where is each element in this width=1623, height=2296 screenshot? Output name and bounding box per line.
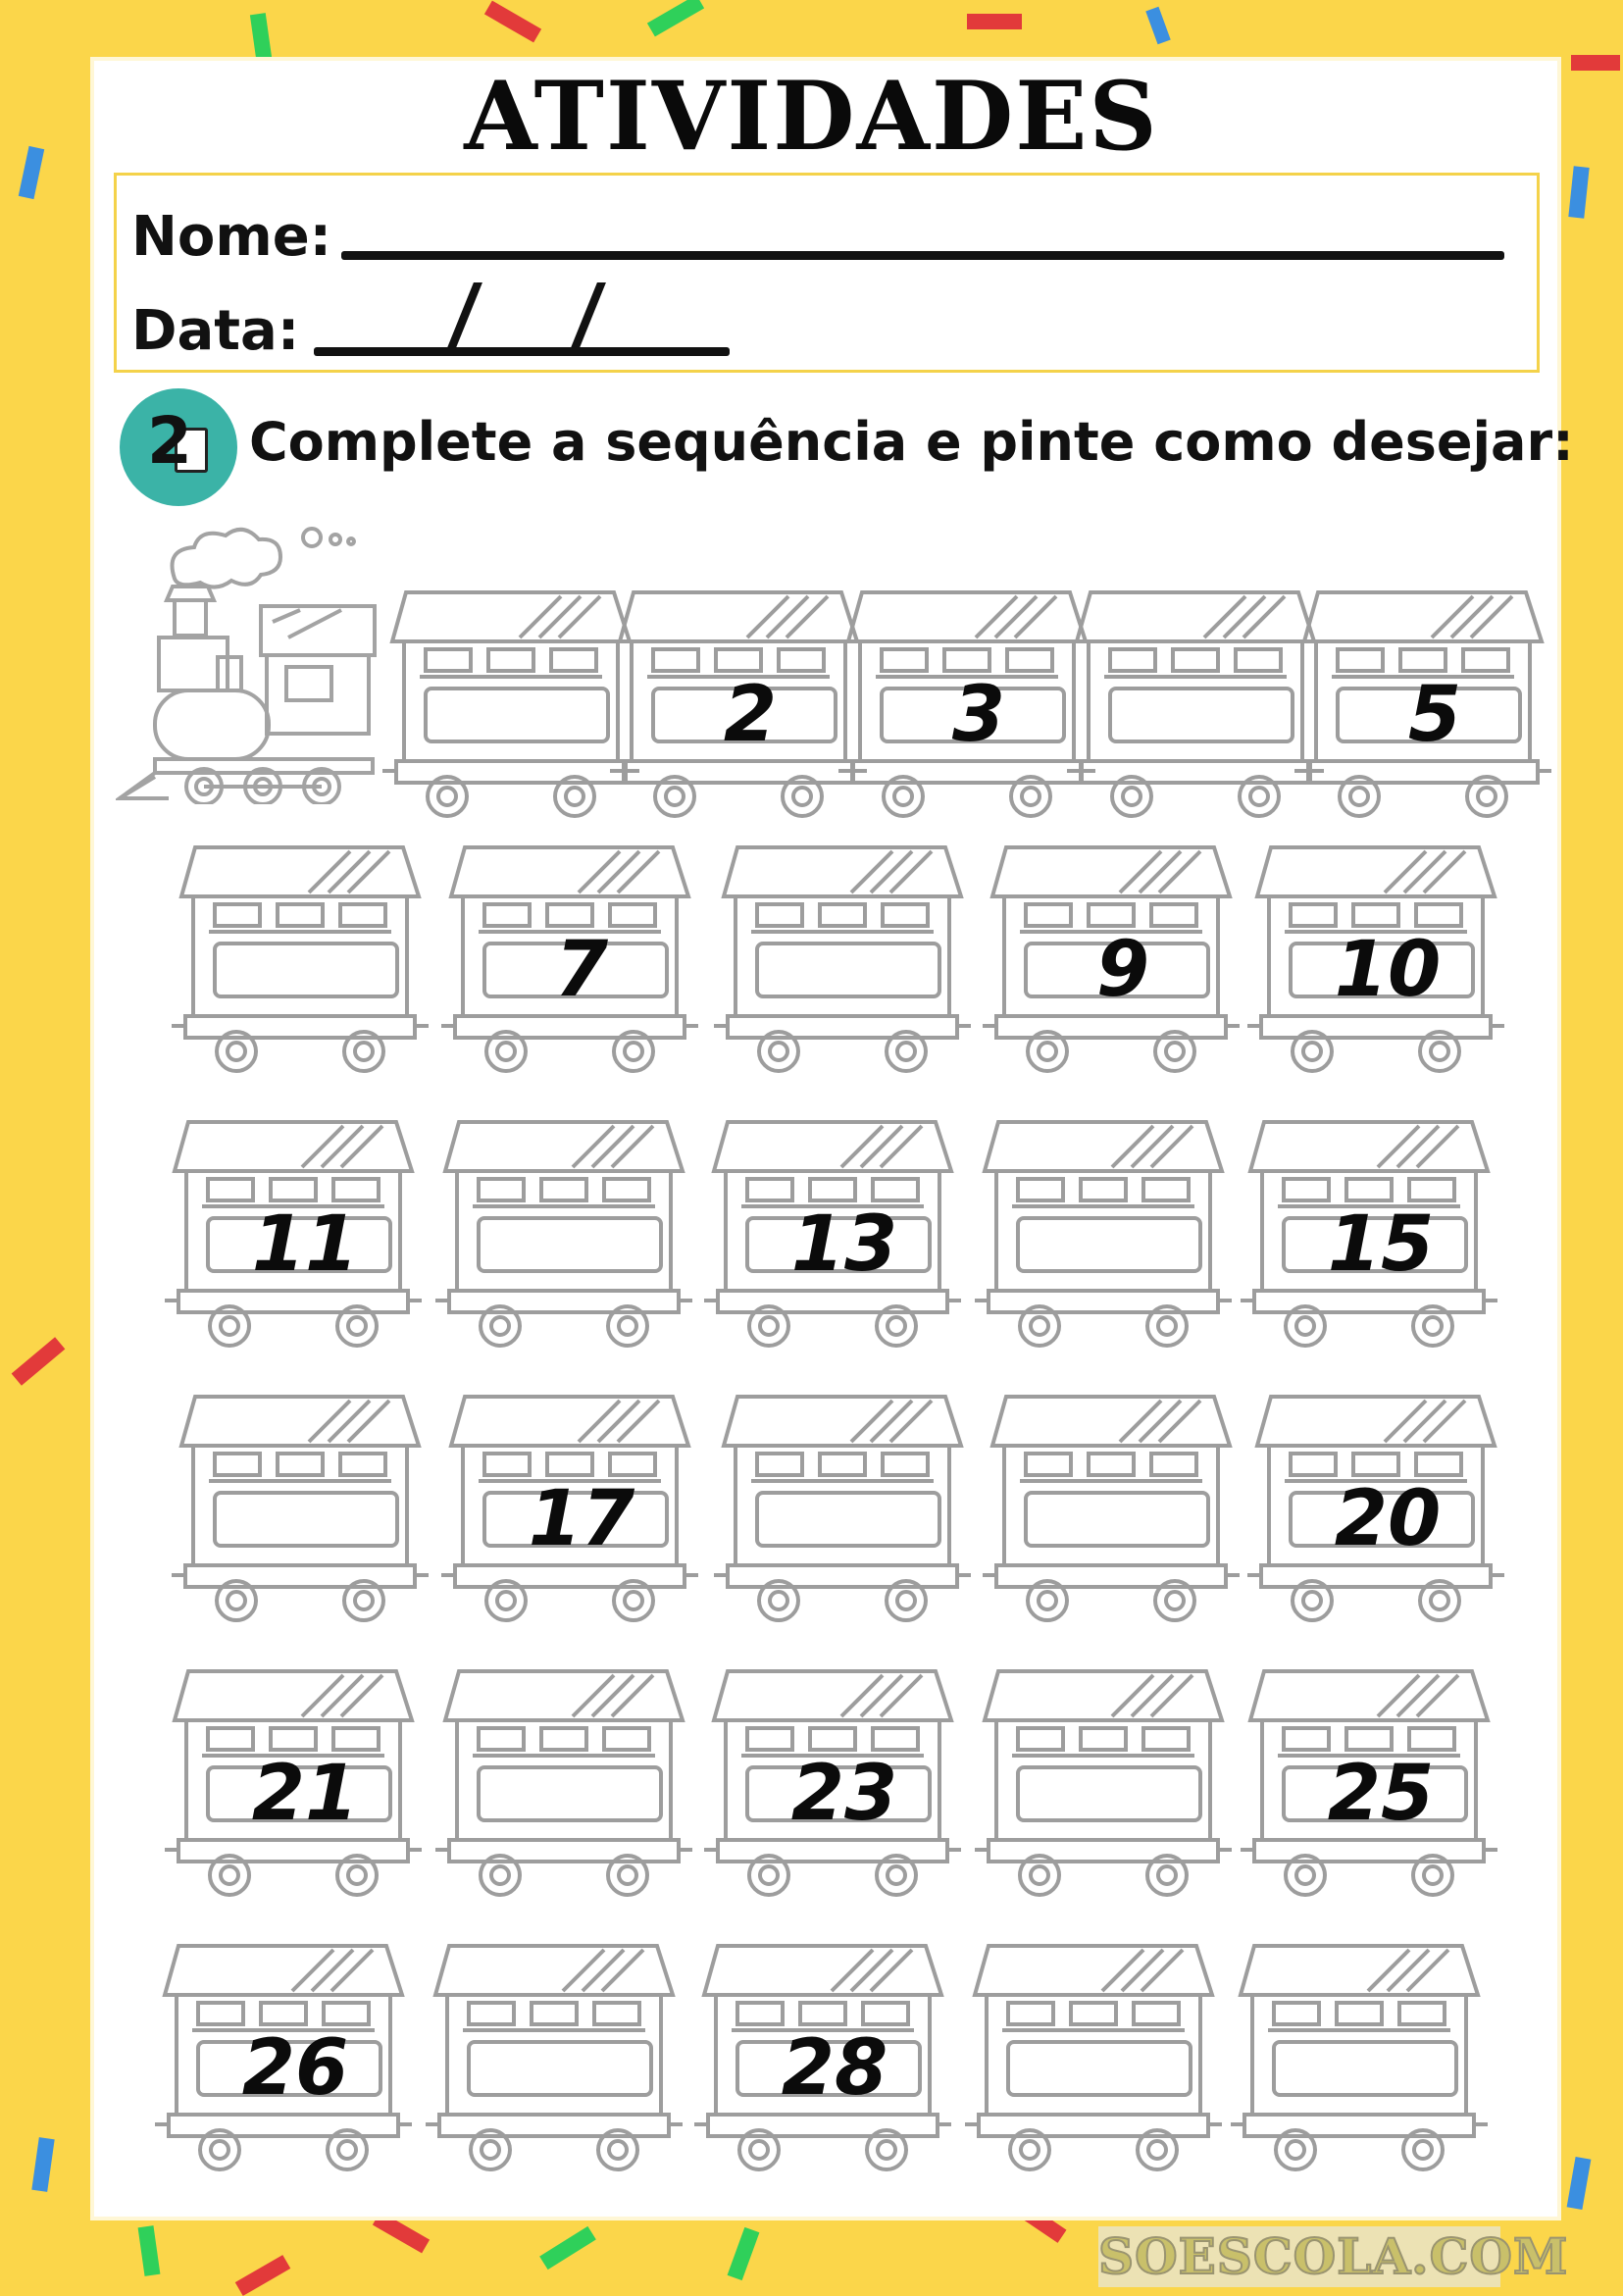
confetti-piece: [728, 2227, 760, 2280]
wagon-number-blank[interactable]: [753, 1477, 955, 1561]
wagon-number-blank[interactable]: [1014, 1752, 1216, 1836]
wagon-number-blank[interactable]: [1022, 1477, 1224, 1561]
train-wagon: [441, 843, 698, 1075]
exercise-number: 2: [147, 403, 192, 479]
train-wagon[interactable]: [975, 1667, 1232, 1899]
wagon-number: 3: [951, 671, 1006, 759]
confetti-piece: [1567, 2157, 1592, 2210]
confetti-piece: [138, 2225, 161, 2276]
train-wagon[interactable]: [965, 1942, 1222, 2173]
confetti-piece: [967, 14, 1022, 29]
train-wagon: [1247, 1393, 1504, 1624]
wagon-number: 9: [1095, 926, 1150, 1014]
soescola-logo: SOESCOLA.COM: [1098, 2227, 1569, 2285]
locomotive-drawing: [116, 520, 390, 804]
confetti-piece: [484, 1, 541, 43]
confetti-piece: [539, 2226, 596, 2270]
train-wagon: [610, 588, 867, 820]
train-wagon[interactable]: [714, 1393, 971, 1624]
train-wagon[interactable]: [382, 588, 639, 820]
wagon-number: 7: [554, 926, 609, 1014]
train-wagon[interactable]: [172, 843, 429, 1075]
wagon-number-blank[interactable]: [1004, 2026, 1206, 2111]
wagon-number: 25: [1327, 1750, 1435, 1838]
train-wagon: [694, 1942, 951, 2173]
train-wagon: [1241, 1667, 1497, 1899]
train-wagon[interactable]: [975, 1118, 1232, 1350]
wagon-number-blank[interactable]: [1270, 2026, 1472, 2111]
train-wagon: [155, 1942, 412, 2173]
wagon-number: 15: [1327, 1200, 1435, 1289]
train-wagon: [1241, 1118, 1497, 1350]
wagon-number: 17: [528, 1475, 635, 1563]
wagon-number: 2: [723, 671, 778, 759]
wagon-number: 11: [251, 1200, 359, 1289]
train-wagon: [1247, 843, 1504, 1075]
train-wagon[interactable]: [435, 1118, 692, 1350]
wagon-number: 23: [790, 1750, 898, 1838]
date-label: Data:: [131, 299, 300, 363]
name-line[interactable]: [341, 251, 1504, 260]
wagon-number-blank[interactable]: [1014, 1202, 1216, 1287]
wagon-number-blank[interactable]: [211, 928, 413, 1012]
confetti-piece: [31, 2137, 54, 2192]
page-title: ATIVIDADES: [464, 61, 1159, 172]
train-wagon[interactable]: [714, 843, 971, 1075]
train-wagon[interactable]: [1231, 1942, 1488, 2173]
wagon-number-blank[interactable]: [1106, 673, 1308, 757]
train-wagon: [441, 1393, 698, 1624]
confetti-piece: [1568, 166, 1589, 218]
train-wagon: [1294, 588, 1551, 820]
train-wagon[interactable]: [1067, 588, 1324, 820]
confetti-piece: [250, 13, 272, 60]
wagon-number-blank[interactable]: [211, 1477, 413, 1561]
confetti-piece: [12, 1337, 66, 1386]
train-wagon[interactable]: [983, 1393, 1240, 1624]
wagon-number: 5: [1407, 671, 1462, 759]
train-wagon[interactable]: [172, 1393, 429, 1624]
train-wagon[interactable]: [435, 1667, 692, 1899]
student-info-box: [114, 173, 1540, 373]
wagon-number: 26: [241, 2024, 349, 2113]
train-wagon: [165, 1118, 422, 1350]
wagon-number: 13: [790, 1200, 898, 1289]
wagon-number: 20: [1334, 1475, 1442, 1563]
confetti-piece: [1145, 7, 1170, 45]
train-wagon: [983, 843, 1240, 1075]
confetti-piece: [235, 2255, 290, 2296]
date-line[interactable]: [314, 347, 730, 356]
wagon-number-blank[interactable]: [422, 673, 624, 757]
exercise-instruction: Complete a sequência e pinte como desejar:: [249, 411, 1574, 473]
wagon-number-blank[interactable]: [465, 2026, 667, 2111]
wagon-number: 28: [781, 2024, 888, 2113]
wagon-number-blank[interactable]: [475, 1202, 677, 1287]
train-wagon: [165, 1667, 422, 1899]
train-wagon: [838, 588, 1095, 820]
wagon-number: 10: [1334, 926, 1442, 1014]
wagon-number: 21: [251, 1750, 359, 1838]
confetti-piece: [373, 2212, 430, 2254]
train-wagon: [704, 1118, 961, 1350]
confetti-piece: [647, 0, 704, 36]
name-label: Nome:: [131, 205, 332, 269]
wagon-number-blank[interactable]: [475, 1752, 677, 1836]
train-wagon[interactable]: [426, 1942, 683, 2173]
wagon-number-blank[interactable]: [753, 928, 955, 1012]
train-wagon: [704, 1667, 961, 1899]
